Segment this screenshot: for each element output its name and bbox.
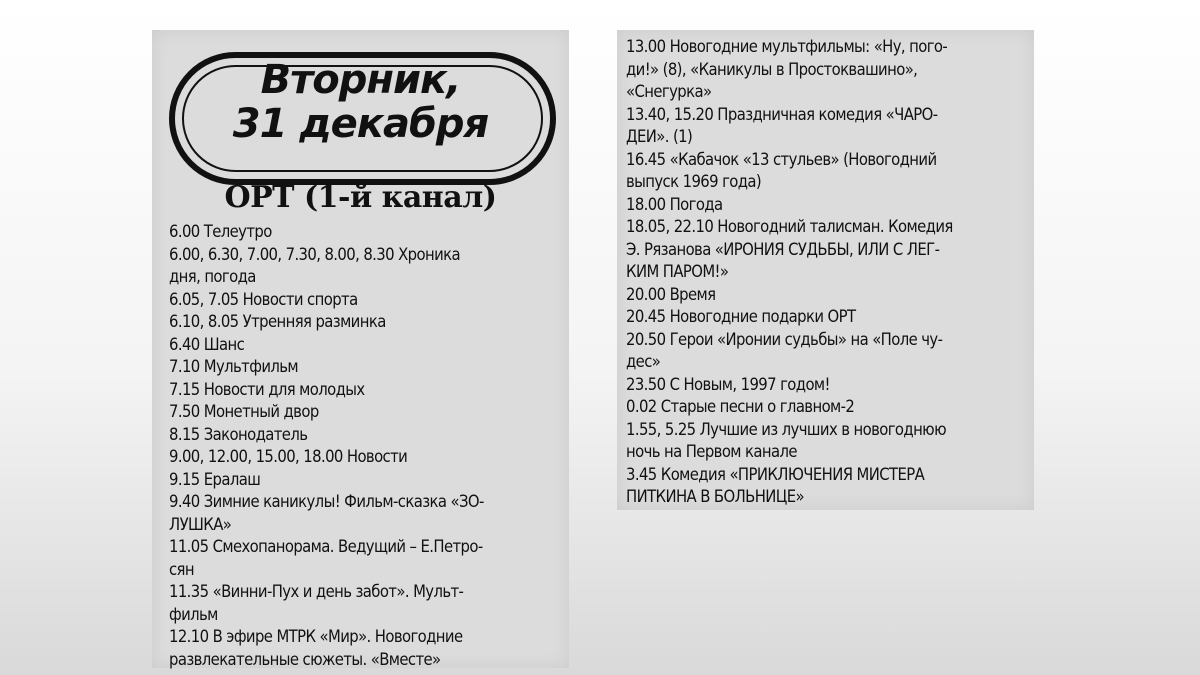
schedule-line: «Снегурка» xyxy=(626,82,712,101)
schedule-line: Э. Рязанова «ИРОНИЯ СУДЬБЫ, ИЛИ С ЛЕГ- xyxy=(626,239,940,259)
schedule-line: 20.00 Время xyxy=(626,284,716,304)
schedule-line: 6.05, 7.05 Новости спорта xyxy=(169,289,358,309)
schedule-line: развлекательные сюжеты. «Вместе» xyxy=(169,649,441,669)
schedule-line: 20.50 Герои «Иронии судьбы» на «Поле чу- xyxy=(626,329,943,349)
schedule-line: ПИТКИНА В БОЛЬНИЦЕ» xyxy=(626,487,804,506)
schedule-line: 9.00, 12.00, 15.00, 18.00 Новости xyxy=(169,447,408,466)
schedule-line: 9.40 Зимние каникулы! Фильм-сказка «ЗО- xyxy=(169,492,484,511)
day-title-weekday: Вторник, xyxy=(260,57,461,103)
schedule-line: 8.15 Законодатель xyxy=(169,424,308,444)
schedule-line: 11.05 Смехопанорама. Ведущий – Е.Петро- xyxy=(169,537,483,556)
schedule-line: 1.55, 5.25 Лучшие из лучших в новогоднюю xyxy=(626,419,946,439)
schedule-line: ДЕИ». (1) xyxy=(626,127,693,146)
schedule-line: 13.40, 15.20 Праздничная комедия «ЧАРО- xyxy=(626,104,938,124)
day-title xyxy=(152,58,569,146)
schedule-line: 7.50 Монетный двор xyxy=(169,402,319,421)
schedule-line: 7.10 Мультфильм xyxy=(169,357,299,376)
schedule-line: 6.10, 8.05 Утренняя разминка xyxy=(169,312,386,331)
schedule-line: 18.05, 22.10 Новогодний талисман. Комедия xyxy=(626,217,953,236)
schedule-line: 9.15 Ералаш xyxy=(169,469,261,489)
newspaper-clipping-right xyxy=(617,30,1034,510)
schedule-line: 18.00 Погода xyxy=(626,194,723,214)
schedule-list-left xyxy=(169,221,564,671)
schedule-line: 6.00 Телеутро xyxy=(169,222,272,241)
channel-heading: ОРТ (1-й канал) xyxy=(224,180,497,215)
schedule-line: выпуск 1969 года) xyxy=(626,172,762,191)
schedule-line: 16.45 «Кабачок «13 стульев» (Новогодний xyxy=(626,149,937,169)
schedule-line: 0.02 Старые песни о главном-2 xyxy=(626,397,855,416)
schedule-line: фильм xyxy=(169,604,218,624)
newspaper-clipping-left xyxy=(152,30,569,668)
schedule-line: 13.00 Новогодние мультфильмы: «Ну, пого- xyxy=(626,37,948,56)
schedule-list-right xyxy=(626,36,1028,509)
schedule-line: ночь на Первом канале xyxy=(626,442,797,461)
schedule-line: дес» xyxy=(626,352,661,371)
schedule-line: 12.10 В эфире МТРК «Мир». Новогодние xyxy=(169,627,463,646)
schedule-line: дня, погода xyxy=(169,267,256,286)
schedule-line: 20.45 Новогодние подарки ОРТ xyxy=(626,307,856,326)
schedule-line: ЛУШКА» xyxy=(169,514,232,534)
schedule-line: 7.15 Новости для молодых xyxy=(169,379,365,399)
schedule-line: 23.50 С Новым, 1997 годом! xyxy=(626,374,830,394)
schedule-line: сян xyxy=(169,559,194,579)
schedule-line: КИМ ПАРОМ!» xyxy=(626,262,729,281)
schedule-line: 6.00, 6.30, 7.00, 7.30, 8.00, 8.30 Хроника xyxy=(169,244,460,264)
schedule-line: 6.40 Шанс xyxy=(169,334,245,354)
day-title-date: 31 декабря xyxy=(232,101,489,147)
schedule-line: ди!» (8), «Каникулы в Простоквашино», xyxy=(626,59,918,79)
schedule-line: 11.35 «Винни-Пух и день забот». Мульт- xyxy=(169,582,464,601)
schedule-line: 3.45 Комедия «ПРИКЛЮЧЕНИЯ МИСТЕРА xyxy=(626,464,925,484)
